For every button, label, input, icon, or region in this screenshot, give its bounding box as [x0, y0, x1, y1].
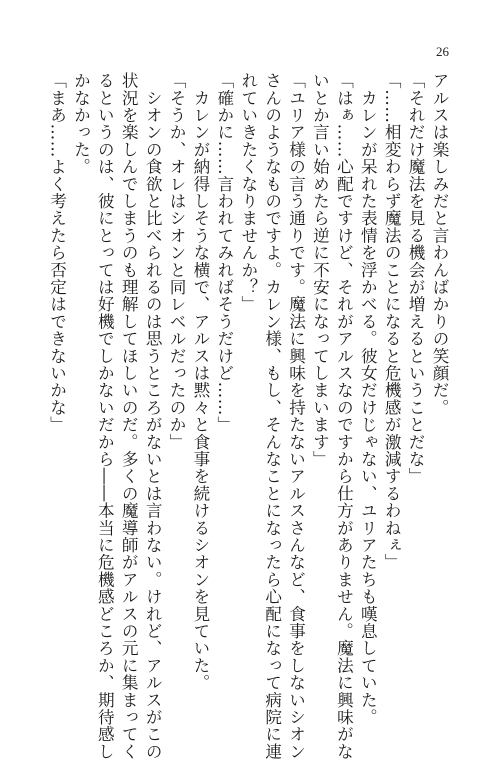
- text-line: カレンが納得しそうな横で、アルスは黙々と食事を続けるシオンを見ていた。: [190, 72, 210, 692]
- text-line: さんのようなものですよ。カレン様、もし、そんなことになったら心配になって病院に連: [262, 72, 282, 760]
- text-line: いとか言い始めたら逆に不安になってしまいます」: [310, 72, 330, 468]
- text-line: れていきたくなりませんか？」: [238, 72, 258, 313]
- text-line: 「はぁ……心配ですけど、それがアルスなのですから仕方がありません。魔法に興味がな: [334, 72, 354, 760]
- text-line: シオンの食欲と比べられるのは思うところがないとは言わない。けれど、アルスがこの: [143, 72, 163, 760]
- text-line: 「まあ……よく考えたら否定はできないかな」: [47, 72, 67, 434]
- text-line: るというのは、彼にとっては好機でしかないだから――本当に危機感どころか、期待感し: [95, 72, 115, 760]
- text-line: 「……相変わらず魔法のことになると危機感が激減するわねぇ」: [382, 72, 402, 571]
- body-text: [45, 72, 451, 760]
- text-line: 「そうか、オレはシオンと同レベルだったのか」: [167, 72, 187, 451]
- text-line: かなかった。: [71, 72, 91, 176]
- text-line: 状況を楽しんでしまうのも理解してほしいのだ。多くの魔導師がアルスの元に集まってく: [119, 72, 139, 760]
- text-line: 「確かに……言われてみればそうだけど……」: [214, 72, 234, 434]
- text-line: カレンが呆れた表情を浮かべる。彼女だけじゃない、ユリアたちも嘆息していた。: [358, 72, 378, 726]
- text-line: 「ユリア様の言う通りです。魔法に興味を持たないアルスさんなど、食事をしないシオン: [286, 72, 306, 760]
- page-number: 26: [436, 44, 449, 59]
- text-line: 「それだけ魔法を見る機会が増えるということだな」: [406, 72, 426, 485]
- text-line: アルスは楽しみだと言わんばかりの笑顔だ。: [430, 72, 449, 416]
